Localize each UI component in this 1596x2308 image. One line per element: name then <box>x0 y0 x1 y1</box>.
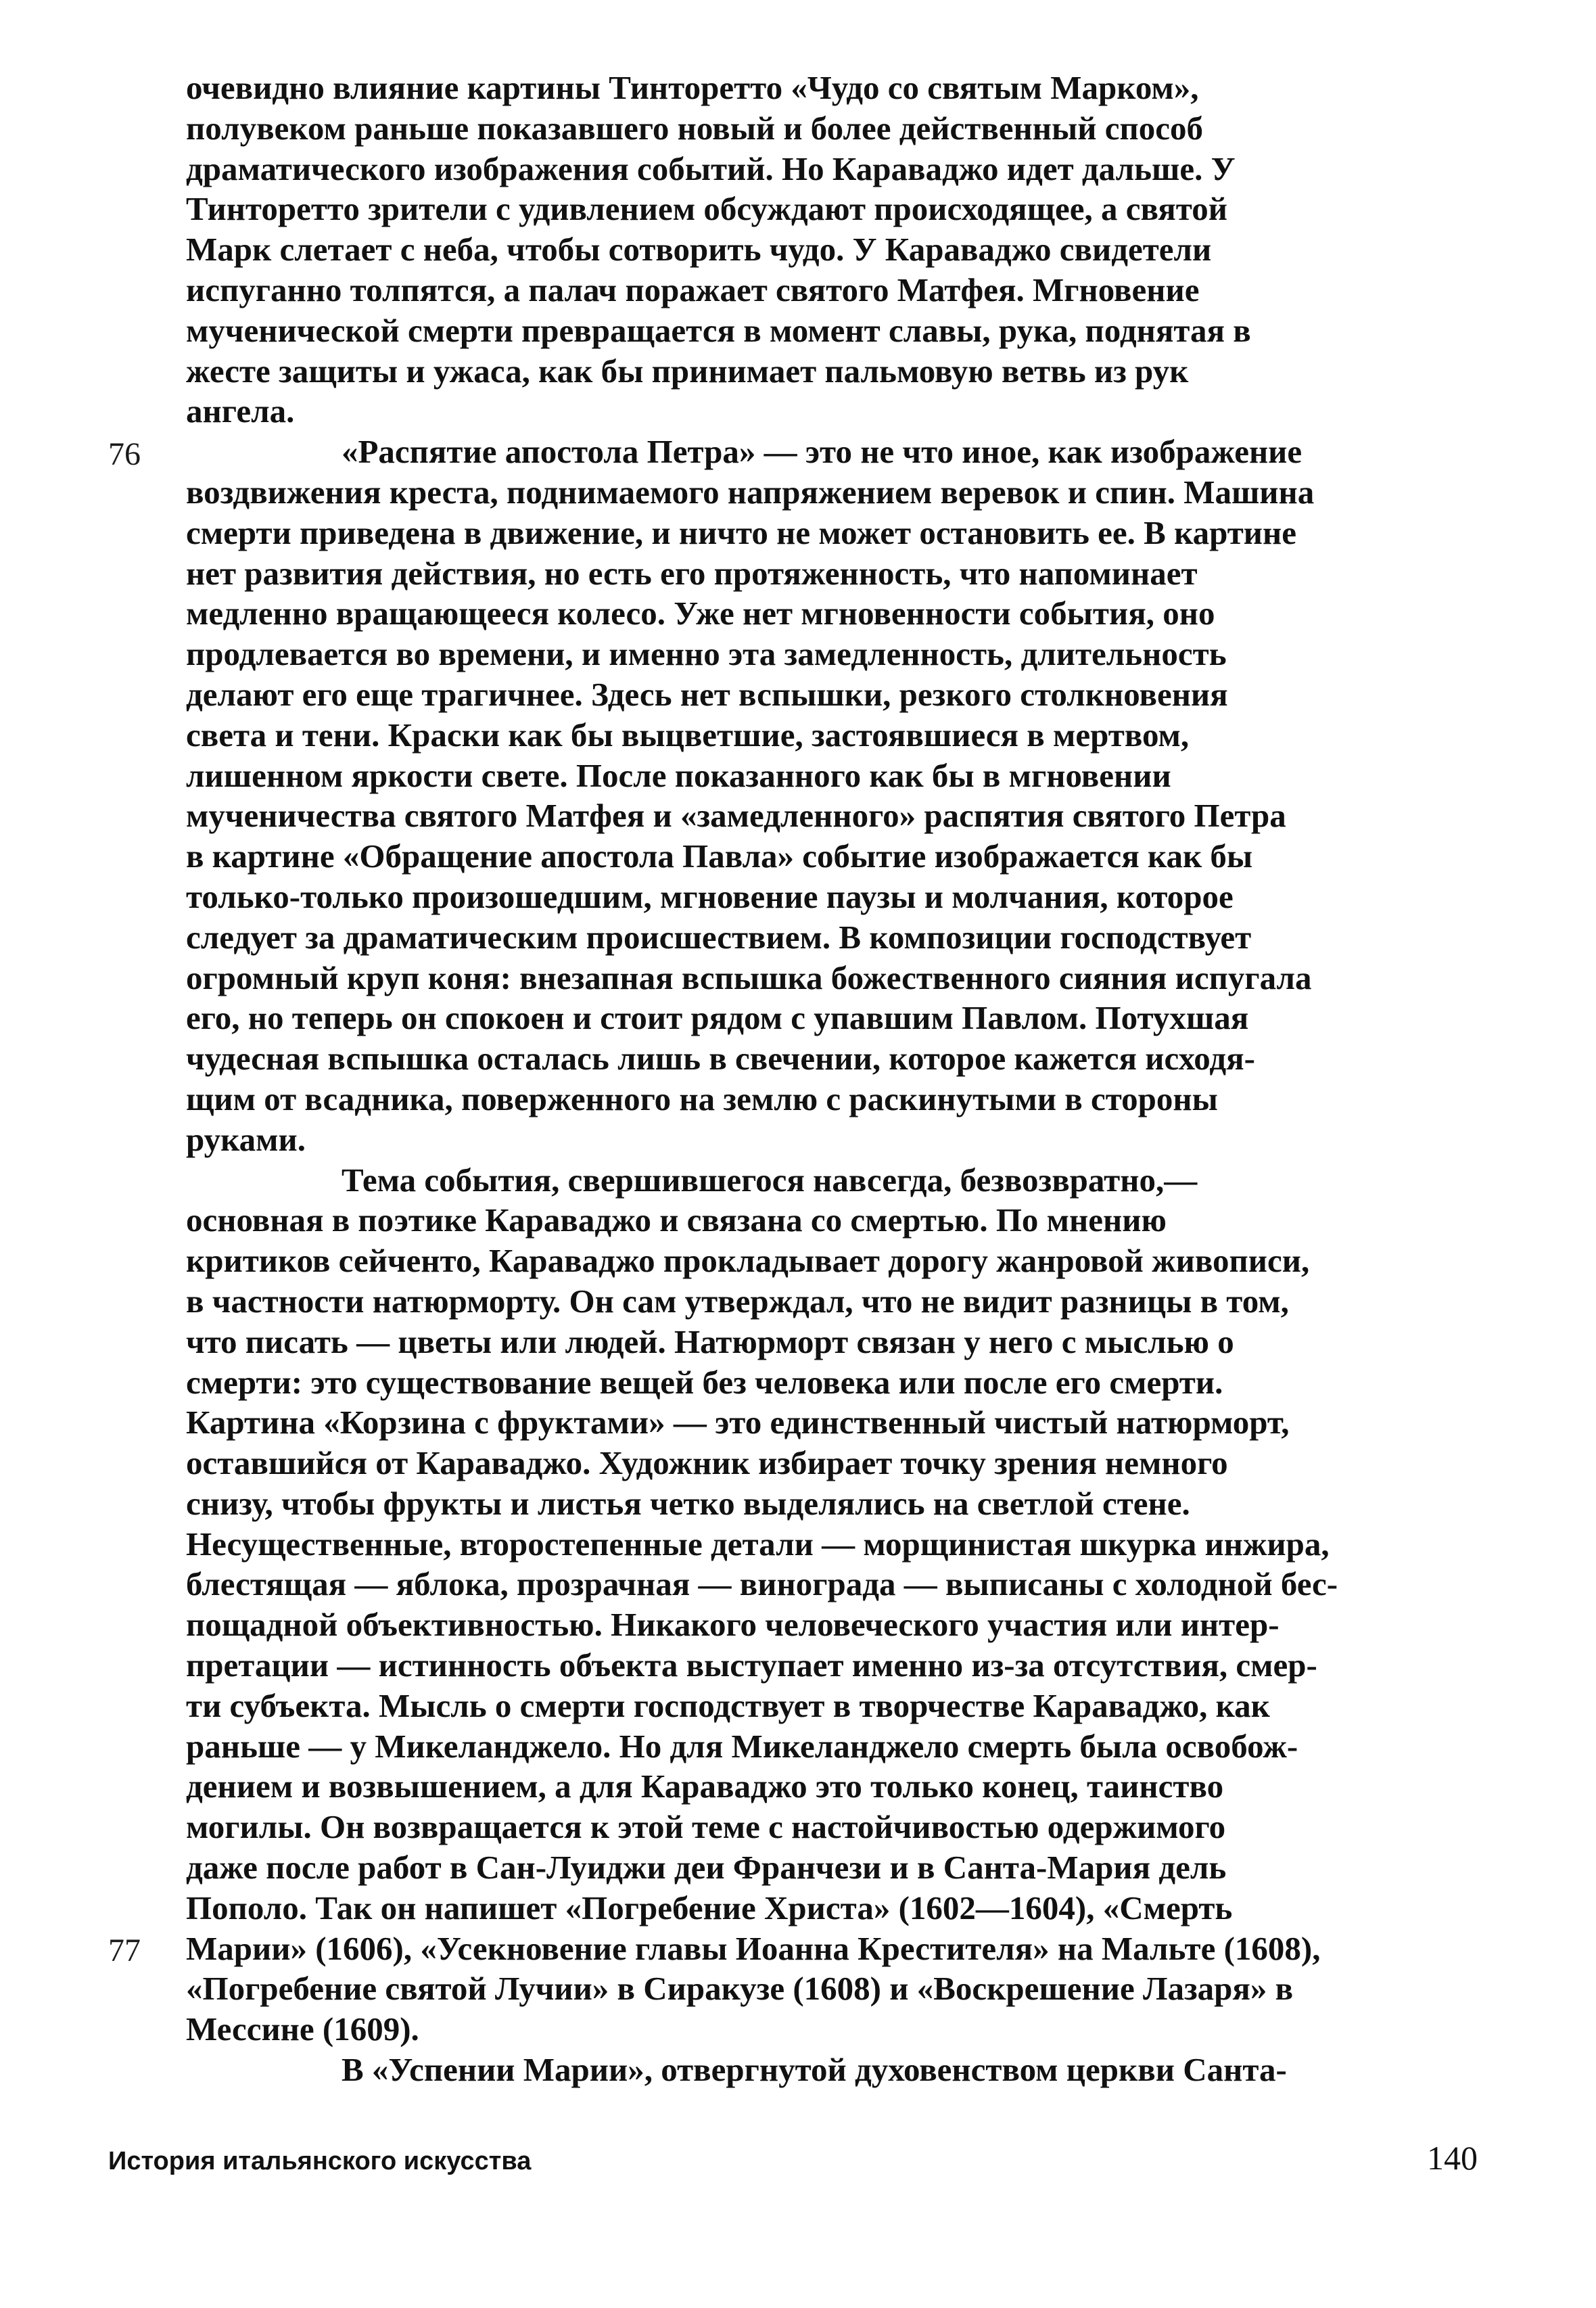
text-line: раньше — у Микеланджело. Но для Микеланджело смерть была освобож- <box>186 1727 1298 1765</box>
text-line: могилы. Он возвращается к этой теме с настойчивостью одержимого <box>186 1808 1226 1846</box>
text-line: лишенном яркости свете. После показанного как бы в мгновении <box>186 756 1171 794</box>
text-line: что писать — цветы или людей. Натюрморт связан у него с мыслью о <box>186 1322 1234 1360</box>
text-line: Пополо. Так он напишет «Погребение Христа» (1602—1604), «Смерть <box>186 1889 1233 1926</box>
footer-page-number: 140 <box>1427 2139 1478 2177</box>
text-line: даже после работ в Сан-Луиджи деи Франчези и в Санта-Мария дель <box>186 1849 1227 1887</box>
text-line: нет развития действия, но есть его протяженность, что напоминает <box>186 554 1198 592</box>
text-line: жесте защиты и ужаса, как бы принимает пальмовую ветвь из рук <box>186 352 1189 390</box>
text-line: огромный круп коня: внезапная вспышка божественного сияния испугала <box>186 959 1312 996</box>
text-line: основная в поэтике Караваджо и связана со смертью. По мнению <box>186 1201 1167 1239</box>
text-line: очевидно влияние картины Тинторетто «Чудо со святым Марком», <box>186 69 1199 106</box>
text-line: воздвижения креста, поднимаемого напряжением веревок и спин. Машина <box>186 473 1315 511</box>
text-line: критиков сейченто, Караваджо прокладывает дорогу жанровой живописи, <box>186 1242 1310 1280</box>
footer-book-title: История итальянского искусства <box>108 2147 532 2175</box>
text-line: руками. <box>186 1120 306 1158</box>
paragraph-start-line: Тема события, свершившегося навсегда, безвозвратно,— <box>342 1161 1198 1199</box>
paragraph-start-line: В «Успении Марии», отвергнутой духовенством церкви Санта- <box>342 2051 1287 2089</box>
text-line: в частности натюрморту. Он сам утверждал, что не видит разницы в том, <box>186 1282 1289 1320</box>
margin-number-76: 76 <box>108 436 141 472</box>
text-line: ангела. <box>186 392 295 430</box>
text-line: дением и возвышением, а для Караваджо это только конец, таинство <box>186 1768 1224 1805</box>
text-line: Мессине (1609). <box>186 2010 419 2048</box>
text-line: снизу, чтобы фрукты и листья четко выделялись на светлой стене. <box>186 1484 1190 1522</box>
text-line: в картине «Обращение апостола Павла» событие изображается как бы <box>186 837 1253 875</box>
text-line: чудесная вспышка осталась лишь в свечении, которое кажется исходя- <box>186 1040 1255 1078</box>
text-line: щим от всадника, поверженного на землю с раскинутыми в стороны <box>186 1080 1218 1117</box>
main-text <box>186 68 1491 2090</box>
text-line: мученической смерти превращается в момент славы, рука, поднятая в <box>186 311 1251 349</box>
text-line: претации — истинность объекта выступает именно из-за отсутствия, смер- <box>186 1646 1317 1684</box>
text-line: Несущественные, второстепенные детали — морщинистая шкурка инжира, <box>186 1525 1330 1563</box>
text-line: продлевается во времени, и именно эта замедленность, длительность <box>186 635 1227 673</box>
text-line: Тинторетто зрители с удивлением обсуждают происходящее, а святой <box>186 190 1227 228</box>
text-line: оставшийся от Караваджо. Художник избирает точку зрения немного <box>186 1444 1228 1482</box>
text-line: медленно вращающееся колесо. Уже нет мгновенности события, оно <box>186 595 1215 632</box>
text-line: полувеком раньше показавшего новый и более действенный способ <box>186 109 1203 147</box>
text-line: испуганно толпятся, а палач поражает святого Матфея. Мгновение <box>186 271 1200 308</box>
text-line: Марк слетает с неба, чтобы сотворить чудо. У Караваджо свидетели <box>186 231 1212 269</box>
text-line: только-только произошедшим, мгновение паузы и молчания, которое <box>186 877 1234 915</box>
text-line: ти субъекта. Мысль о смерти господствует в творчестве Караваджо, как <box>186 1686 1270 1724</box>
margin-number-77: 77 <box>108 1933 141 1968</box>
text-line: смерти приведена в движение, и ничто не может остановить ее. В картине <box>186 513 1296 551</box>
text-line: Марии» (1606), «Усекновение главы Иоанна Крестителя» на Мальте (1608), <box>186 1929 1321 1967</box>
text-line: следует за драматическим происшествием. В композиции господствует <box>186 918 1252 956</box>
text-line: делают его еще трагичнее. Здесь нет вспышки, резкого столкновения <box>186 675 1228 713</box>
text-line: света и тени. Краски как бы выцветшие, застоявшиеся в мертвом, <box>186 716 1190 754</box>
text-line: Картина «Корзина с фруктами» — это единственный чистый натюрморт, <box>186 1404 1290 1441</box>
paragraph-start-line: «Распятие апостола Петра» — это не что иное, как изображение <box>342 433 1302 471</box>
text-line: блестящая — яблока, прозрачная — винограда — выписаны с холодной бес- <box>186 1565 1338 1603</box>
text-line: «Погребение святой Лучии» в Сиракузе (1608) и «Воскрешение Лазаря» в <box>186 1970 1294 2008</box>
text-line: драматического изображения событий. Но Караваджо идет дальше. У <box>186 149 1236 187</box>
text-line: мученичества святого Матфея и «замедленного» распятия святого Петра <box>186 797 1286 835</box>
text-line: пощадной объективностью. Никакого человеческого участия или интер- <box>186 1606 1280 1644</box>
text-line: смерти: это существование вещей без человека или после его смерти. <box>186 1363 1223 1401</box>
text-line: его, но теперь он спокоен и стоит рядом с упавшим Павлом. Потухшая <box>186 999 1249 1037</box>
